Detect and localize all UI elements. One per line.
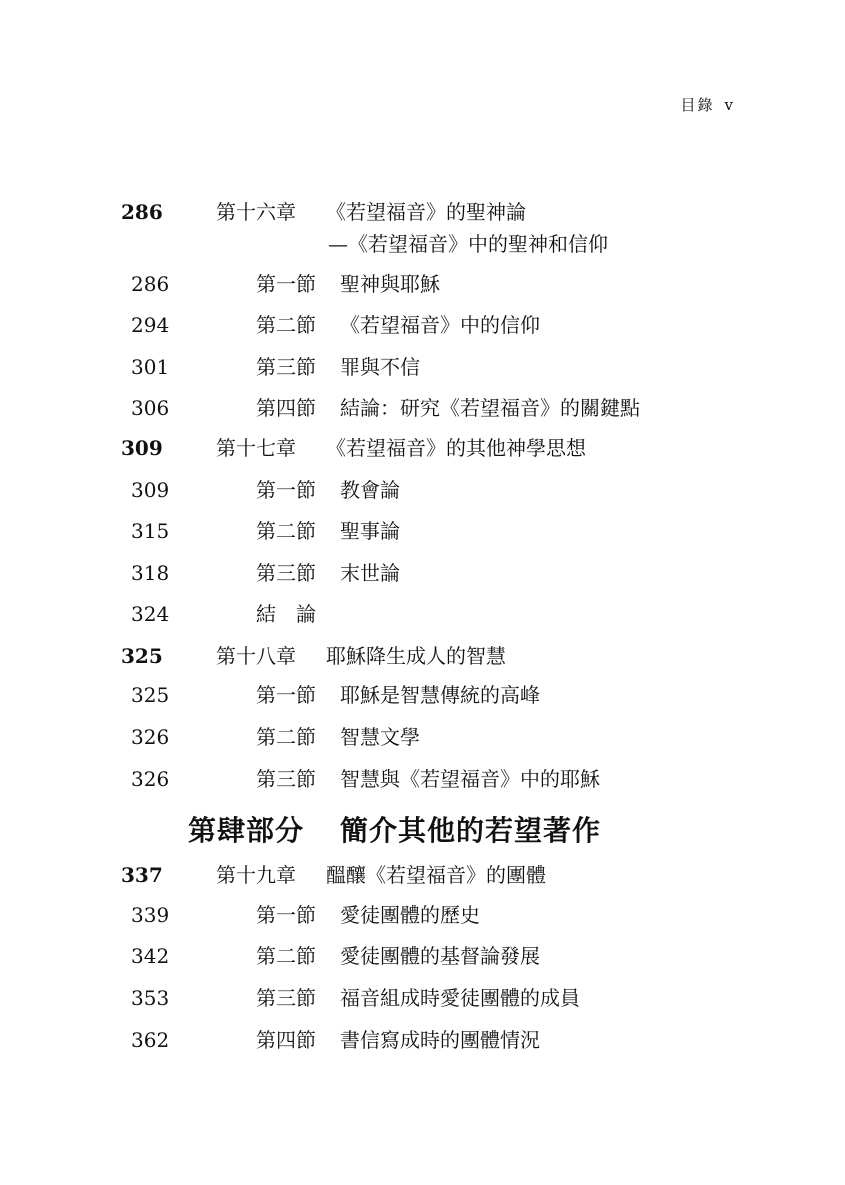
toc-chapter-subtitle: —《若望福音》中的聖神和信仰 xyxy=(328,232,608,256)
toc-page-number: 337 xyxy=(121,863,163,887)
toc-section-title: 智慧文學 xyxy=(340,725,420,749)
toc-page-number: 286 xyxy=(121,200,163,224)
toc-section-row[interactable] xyxy=(0,763,845,795)
toc-chapter-row[interactable] xyxy=(0,432,845,464)
toc-section-row[interactable] xyxy=(0,940,845,972)
toc-section-row[interactable] xyxy=(0,721,845,753)
toc-chapter-label: 第十七章 xyxy=(216,436,296,460)
toc-section-row[interactable] xyxy=(0,351,845,383)
toc-page-number: 294 xyxy=(131,313,170,337)
toc-conclusion-label: 結 論 xyxy=(256,602,316,626)
toc-section-label: 第二節 xyxy=(256,944,316,968)
toc-page-number: 318 xyxy=(131,561,170,585)
toc-page-number: 309 xyxy=(121,436,163,460)
toc-section-title: 耶穌是智慧傳統的高峰 xyxy=(340,683,540,707)
toc-section-row[interactable] xyxy=(0,899,845,931)
toc-section-label: 第二節 xyxy=(256,313,316,337)
toc-section-title: 智慧與《若望福音》中的耶穌 xyxy=(340,767,600,791)
toc-section-title: 聖神與耶穌 xyxy=(340,272,440,296)
toc-section-row[interactable] xyxy=(0,598,845,630)
toc-section-label: 第二節 xyxy=(256,519,316,543)
toc-section-row[interactable] xyxy=(0,982,845,1014)
running-header xyxy=(0,94,735,115)
toc-section-label: 第三節 xyxy=(256,561,316,585)
toc-section-title: 末世論 xyxy=(340,561,400,585)
toc-chapter-label: 第十六章 xyxy=(216,200,296,224)
toc-page-number: 325 xyxy=(121,644,163,668)
toc-page-number: 325 xyxy=(131,683,170,707)
toc-section-title: 罪與不信 xyxy=(340,355,420,379)
toc-chapter-title: 醞釀《若望福音》的團體 xyxy=(326,863,546,887)
toc-chapter-row[interactable] xyxy=(0,859,845,891)
toc-section-label: 第三節 xyxy=(256,767,316,791)
toc-section-row[interactable] xyxy=(0,557,845,589)
header-page-number: v xyxy=(724,96,735,114)
toc-chapter-title: 《若望福音》的其他神學思想 xyxy=(326,436,586,460)
toc-page-number: 326 xyxy=(131,725,170,749)
toc-section-row[interactable] xyxy=(0,392,845,424)
toc-section-title: 愛徒團體的基督論發展 xyxy=(340,944,540,968)
toc-chapter-title: 《若望福音》的聖神論 xyxy=(326,200,526,224)
toc-page-number: 353 xyxy=(131,986,170,1010)
toc-chapter-row[interactable] xyxy=(0,640,845,672)
toc-page-number: 309 xyxy=(131,478,170,502)
toc-page-number: 306 xyxy=(131,396,170,420)
toc-section-title: 結論：研究《若望福音》的關鍵點 xyxy=(340,396,640,420)
toc-page-number: 286 xyxy=(131,272,170,296)
toc-chapter-title: 耶穌降生成人的智慧 xyxy=(326,644,506,668)
toc-page-number: 324 xyxy=(131,602,170,626)
toc-section-row[interactable] xyxy=(0,474,845,506)
toc-chapter-label: 第十九章 xyxy=(216,863,296,887)
toc-page-number: 362 xyxy=(131,1028,170,1052)
part-label: 第肆部分 xyxy=(188,814,305,847)
toc-section-label: 第一節 xyxy=(256,683,316,707)
toc-section-row[interactable] xyxy=(0,1024,845,1056)
part-title: 簡介其他的若望著作 xyxy=(340,814,602,847)
toc-section-row[interactable] xyxy=(0,679,845,711)
toc-page-number: 326 xyxy=(131,767,170,791)
toc-section-row[interactable] xyxy=(0,309,845,341)
toc-section-title: 教會論 xyxy=(340,478,400,502)
toc-section-title: 福音組成時愛徒團體的成員 xyxy=(340,986,580,1010)
toc-page-number: 342 xyxy=(131,944,170,968)
toc-section-label: 第四節 xyxy=(256,396,316,420)
toc-section-label: 第二節 xyxy=(256,725,316,749)
toc-section-title: 聖事論 xyxy=(340,519,400,543)
toc-section-label: 第一節 xyxy=(256,478,316,502)
part-heading xyxy=(188,810,601,852)
toc-section-title: 《若望福音》中的信仰 xyxy=(340,313,540,337)
toc-section-label: 第四節 xyxy=(256,1028,316,1052)
toc-section-row[interactable] xyxy=(0,268,845,300)
toc-chapter-label: 第十八章 xyxy=(216,644,296,668)
toc-chapter-row[interactable] xyxy=(0,196,845,228)
toc-page-number: 315 xyxy=(131,519,170,543)
toc-page-number: 339 xyxy=(131,903,170,927)
toc-section-title: 愛徒團體的歷史 xyxy=(340,903,480,927)
toc-section-title: 書信寫成時的團體情況 xyxy=(340,1028,540,1052)
toc-section-label: 第三節 xyxy=(256,986,316,1010)
toc-section-label: 第三節 xyxy=(256,355,316,379)
toc-page-number: 301 xyxy=(131,355,170,379)
toc-section-label: 第一節 xyxy=(256,272,316,296)
header-title: 目錄 xyxy=(680,96,715,114)
toc-section-row[interactable] xyxy=(0,515,845,547)
toc-section-label: 第一節 xyxy=(256,903,316,927)
